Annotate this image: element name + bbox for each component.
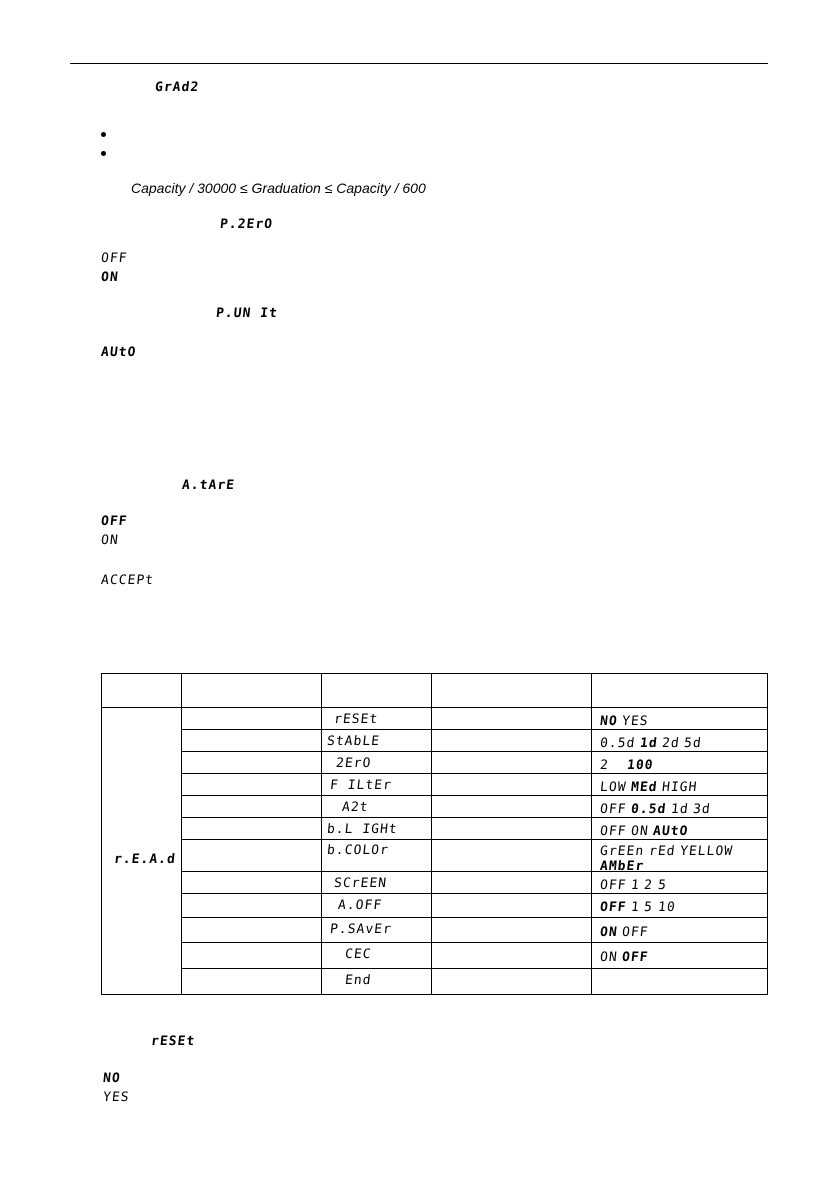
grad2-code: GrAd2 — [154, 80, 200, 95]
setting-value: ON — [599, 925, 619, 940]
setting-value: 3d — [692, 802, 712, 817]
param-stable: StAbLE — [326, 734, 381, 749]
reset-code: rESEt — [150, 1034, 196, 1049]
setting-value: 1d — [638, 736, 659, 751]
punit-code: P.UN It — [215, 306, 279, 321]
setting-value: 100 — [625, 758, 654, 773]
row-divider — [181, 729, 768, 730]
col-divider-1 — [181, 674, 182, 995]
setting-value: HIGH — [661, 780, 698, 795]
setting-value: 0.5d — [599, 736, 637, 751]
setting-value: ON — [599, 950, 619, 965]
setting-value: YELLOW — [678, 844, 734, 859]
setting-value: AMbEr — [599, 859, 645, 874]
reset-option-no: NO — [102, 1071, 122, 1086]
settings-b-color-line2 — [600, 857, 644, 875]
setting-value: OFF — [621, 950, 650, 965]
settings-stable — [600, 734, 702, 752]
header-rule — [70, 63, 768, 64]
setting-value: 2 — [599, 758, 610, 773]
setting-value: 1 — [630, 878, 641, 893]
setting-value: OFF — [599, 878, 628, 893]
setting-value: AUtO — [652, 824, 690, 839]
setting-value: 5 — [643, 900, 654, 915]
setting-value: 1d — [669, 802, 690, 817]
menu-code-read: r.E.A.d — [113, 852, 177, 867]
param-cec: CEC — [344, 947, 373, 962]
param-b-light: b.L IGHt — [326, 822, 399, 837]
setting-value: MEd — [630, 780, 659, 795]
header-divider — [102, 707, 768, 708]
atare-option-off: OFF — [100, 514, 129, 529]
pzero-code: P.2ErO — [219, 217, 274, 232]
setting-value: 10 — [656, 900, 676, 915]
setting-value: rEd — [647, 844, 676, 859]
setting-value: 0.5d — [630, 802, 668, 817]
reset-option-yes: YES — [102, 1090, 131, 1105]
pzero-option-on: ON — [100, 270, 120, 285]
setting-value: OFF — [621, 925, 650, 940]
param-reset: rESEt — [333, 712, 379, 727]
settings-b-light — [600, 822, 688, 840]
row-divider — [181, 893, 768, 894]
pzero-option-off: OFF — [100, 251, 129, 266]
settings-a-off — [600, 898, 675, 916]
setting-value: YES — [621, 714, 650, 729]
graduation-formula: Capacity / 30000 ≤ Graduation ≤ Capacity / 600 — [131, 180, 426, 196]
setting-value: GrEEn — [599, 844, 645, 859]
bullet-1 — [101, 132, 106, 137]
setting-value: LOW — [599, 780, 628, 795]
param-screen: SCrEEN — [333, 876, 388, 891]
param-azt: A2t — [341, 800, 370, 815]
param-end: End — [344, 973, 373, 988]
atare-option-accept: ACCEPt — [100, 573, 155, 588]
atare-code: A.tArE — [181, 478, 236, 493]
settings-screen — [600, 876, 666, 894]
setting-value: ON — [630, 824, 650, 839]
row-divider — [181, 917, 768, 918]
settings-azt — [600, 800, 710, 818]
param-p-saver: P.SAvEr — [329, 922, 393, 937]
row-divider — [181, 773, 768, 774]
setting-value: OFF — [599, 900, 628, 915]
setting-value: OFF — [599, 802, 628, 817]
param-zero: 2ErO — [335, 756, 373, 771]
setting-value: 2 — [643, 878, 654, 893]
param-b-color: b.COLOr — [326, 843, 390, 858]
settings-filter — [600, 778, 697, 796]
setting-value: 1 — [630, 900, 641, 915]
read-menu-table — [101, 673, 768, 995]
setting-value: 2d — [661, 736, 681, 751]
setting-value: OFF — [599, 824, 628, 839]
settings-zero — [600, 756, 653, 774]
col-divider-2 — [321, 674, 322, 995]
settings-p-saver — [600, 923, 649, 941]
col-divider-4 — [591, 674, 592, 995]
param-a-off: A.OFF — [337, 898, 383, 913]
setting-value: 5 — [656, 878, 668, 893]
bullet-2 — [101, 151, 106, 156]
col-divider-3 — [431, 674, 432, 995]
punit-option-auto: AUtO — [100, 345, 138, 360]
atare-option-on: ON — [100, 533, 120, 548]
param-filter: F ILtEr — [329, 778, 393, 793]
setting-value: NO — [599, 714, 619, 729]
settings-reset — [600, 712, 649, 730]
row-divider — [181, 871, 768, 872]
row-divider — [181, 942, 768, 943]
settings-cec — [600, 948, 649, 966]
row-divider — [181, 968, 768, 969]
setting-value: 5d — [683, 736, 703, 751]
